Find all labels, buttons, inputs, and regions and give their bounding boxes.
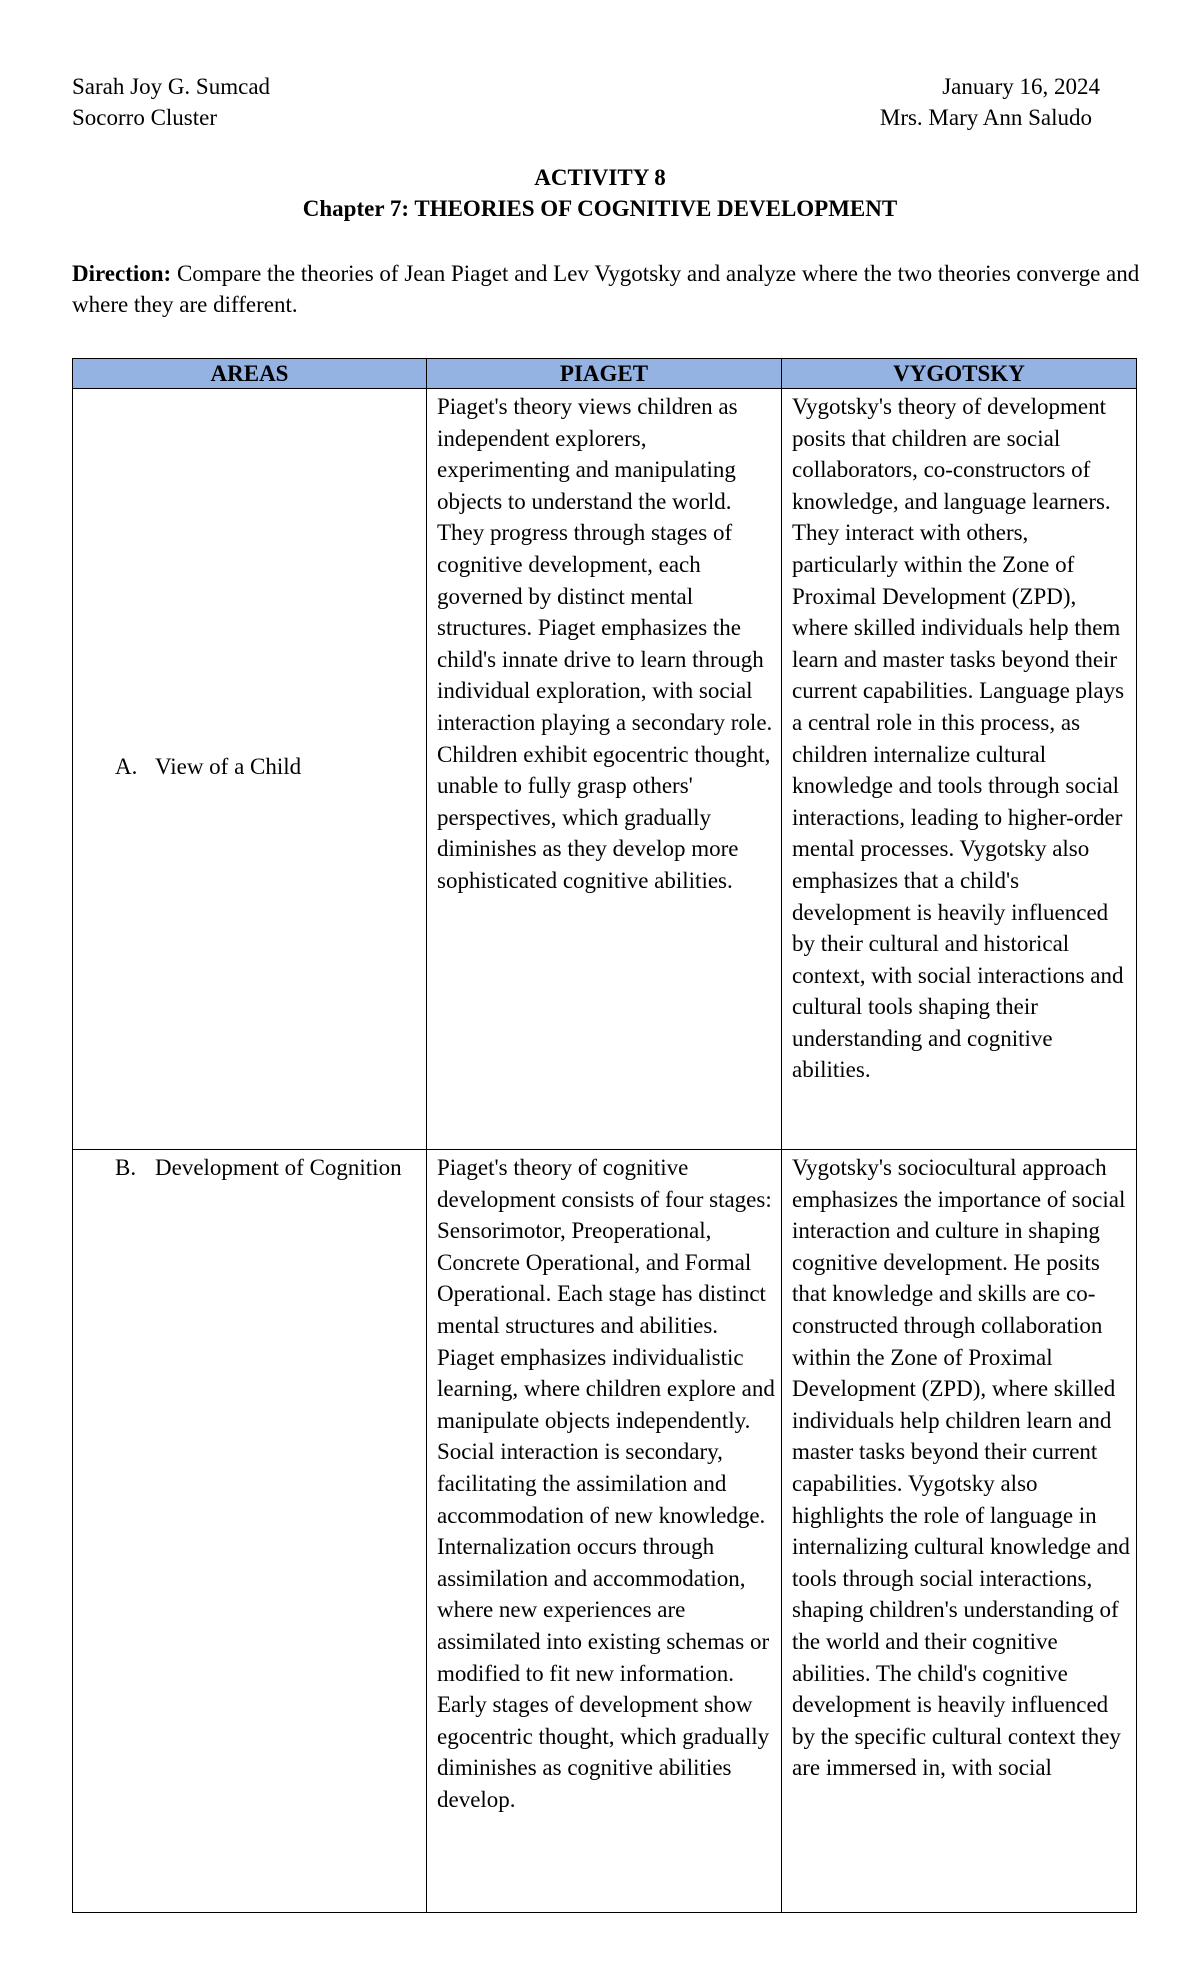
activity-title: ACTIVITY 8 [534,165,666,190]
table-row [73,1150,1137,1913]
header-piaget: PIAGET [427,359,782,389]
direction-label: Direction: [72,261,172,286]
cluster: Socorro Cluster [72,105,218,130]
vygotsky-cell: Vygotsky's theory of development posits that children are social collaborators, co-constructors of knowledge, and language learners. They interact with others, particularly within the Zone of Proximal Development (ZPD), where skilled individuals help them learn and master tasks beyond their current capabilities. Language plays a central role in this process, as children internalize cultural knowledge and tools through social interactions, leading to higher-order mental processes. Vygotsky also emphasizes that a child's development is heavily influenced by their cultural and historical context, with social interactions and cultural tools shaping their understanding and cognitive abilities. [782,389,1137,1150]
table-row [73,389,1137,1150]
chapter-title: Chapter 7: THEORIES OF COGNITIVE DEVELOPMENT [302,196,898,221]
direction-paragraph [72,258,1142,320]
date: January 16, 2024 [942,74,1100,99]
direction-text: Compare the theories of Jean Piaget and Lev Vygotsky and analyze where the two theories converge and where they are different. [72,261,1140,317]
area-cell [73,1150,427,1913]
header-areas: AREAS [73,359,427,389]
area-text: Development of Cognition [155,1155,402,1180]
piaget-cell: Piaget's theory views children as independent explorers, experimenting and manipulating objects to understand the world. They progress through stages of cognitive development, each governed by distinct mental structures. Piaget emphasizes the child's innate drive to learn through individual exploration, with social interaction playing a secondary role. Children exhibit egocentric thought, unable to fully grasp others' perspectives, which gradually diminishes as they develop more sophisticated cognitive abilities. [427,389,782,1150]
student-name: Sarah Joy G. Sumcad [72,74,271,99]
area-letter: A. [115,754,138,779]
comparison-table [72,358,1137,1913]
area-text: View of a Child [155,754,302,779]
header-vygotsky: VYGOTSKY [782,359,1137,389]
table-header-row [73,359,1137,389]
area-letter: B. [115,1155,137,1180]
vygotsky-cell: Vygotsky's sociocultural approach emphasizes the importance of social interaction and culture in shaping cognitive development. He posits that knowledge and skills are co-constructed through collaboration within the Zone of Proximal Development (ZPD), where skilled individuals help children learn and master tasks beyond their current capabilities. Vygotsky also highlights the role of language in internalizing cultural knowledge and tools through social interactions, shaping children's understanding of the world and their cognitive abilities. The child's cognitive development is heavily influenced by the specific cultural context they are immersed in, with social [782,1150,1137,1913]
teacher-name: Mrs. Mary Ann Saludo [879,105,1092,130]
piaget-cell: Piaget's theory of cognitive development consists of four stages: Sensorimotor, Preoperational, Concrete Operational, and Formal Operational. Each stage has distinct mental structures and abilities. Piaget emphasizes individualistic learning, where children explore and manipulate objects independently. Social interaction is secondary, facilitating the assimilation and accommodation of new knowledge. Internalization occurs through assimilation and accommodation, where new experiences are assimilated into existing schemas or modified to fit new information. Early stages of development show egocentric thought, which gradually diminishes as cognitive abilities develop. [427,1150,782,1913]
area-cell [73,389,427,1150]
